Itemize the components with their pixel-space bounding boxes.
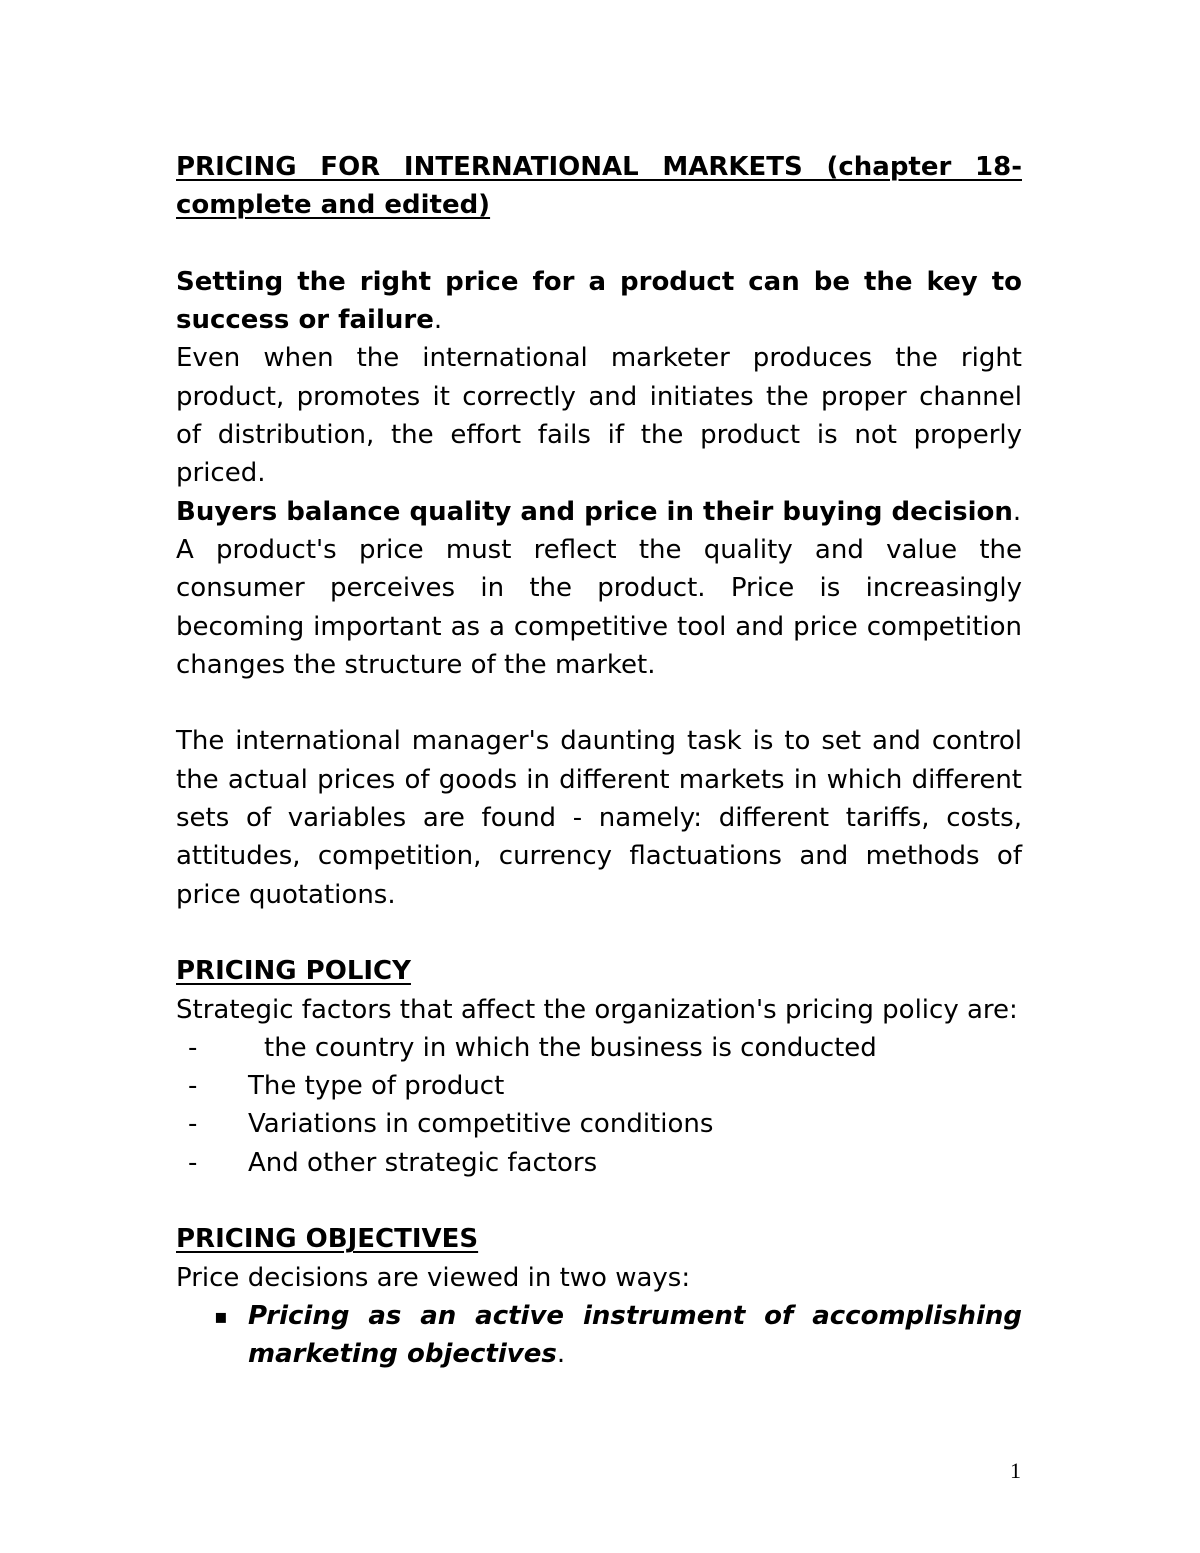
list-item-text: And other strategic factors: [248, 1147, 598, 1178]
page-number: 1: [1010, 1458, 1021, 1483]
list-item-text: Variations in competitive conditions: [248, 1109, 714, 1140]
dash-marker: -: [188, 1071, 198, 1102]
dash-marker: -: [188, 1032, 198, 1063]
dash-marker: -: [188, 1147, 198, 1178]
spacer: [176, 1182, 1022, 1220]
intro-bold-text: Setting the right price for a product can be the key to success or failure: [176, 266, 1022, 336]
square-bullet-icon: ▪: [214, 1303, 228, 1328]
list-item-text: The type of product: [248, 1071, 505, 1102]
list-item-text: Pricing as an active instrument of accomplishing marketing objectives: [248, 1300, 1022, 1370]
buyers-period: .: [1012, 496, 1022, 527]
document-title: PRICING FOR INTERNATIONAL MARKETS (chapter 18-complete and edited): [176, 152, 1022, 221]
pricing-objectives-heading: PRICING OBJECTIVES: [176, 1224, 479, 1255]
list-item: [176, 1029, 1022, 1067]
buyers-bold-text: Buyers balance quality and price in their buying decision: [176, 496, 1013, 527]
list-item-period: .: [556, 1339, 566, 1370]
paragraph-2: A product's price must reflect the quality and value the consumer perceives in the product. Price is increasingly becoming important as a competitive tool and price competition changes the structure of the market.: [176, 534, 1022, 680]
paragraph-1: Even when the international marketer produces the right product, promotes it correctly and initiates the proper channel of distribution, the effort fails if the product is not properly priced.: [176, 343, 1022, 489]
pricing-objectives-intro: Price decisions are viewed in two ways:: [176, 1262, 691, 1293]
pricing-objectives-list: [176, 1297, 1022, 1374]
pricing-policy-intro: Strategic factors that affect the organization's pricing policy are:: [176, 994, 1018, 1025]
list-item-text: the country in which the business is conducted: [264, 1032, 877, 1063]
intro-period: .: [433, 305, 443, 336]
paragraph-3: The international manager's daunting task is to set and control the actual prices of goods in different markets in which different sets of variables are found - namely: different tariffs, costs, attitudes, competition, currency flactuations and methods of price quotations.: [176, 726, 1022, 910]
buyers-statement: [176, 493, 1022, 531]
pricing-policy-heading: PRICING POLICY: [176, 956, 411, 987]
dash-marker: -: [188, 1109, 198, 1140]
pricing-policy-list: [176, 1029, 1022, 1182]
intro-statement: [176, 263, 1022, 340]
list-item: [176, 1297, 1022, 1374]
spacer: [176, 684, 1022, 722]
list-item: [176, 1067, 1022, 1105]
document-body: [176, 148, 1022, 1374]
list-item: [176, 1144, 1022, 1182]
spacer: [176, 225, 1022, 263]
list-item: [176, 1105, 1022, 1143]
spacer: [176, 914, 1022, 952]
